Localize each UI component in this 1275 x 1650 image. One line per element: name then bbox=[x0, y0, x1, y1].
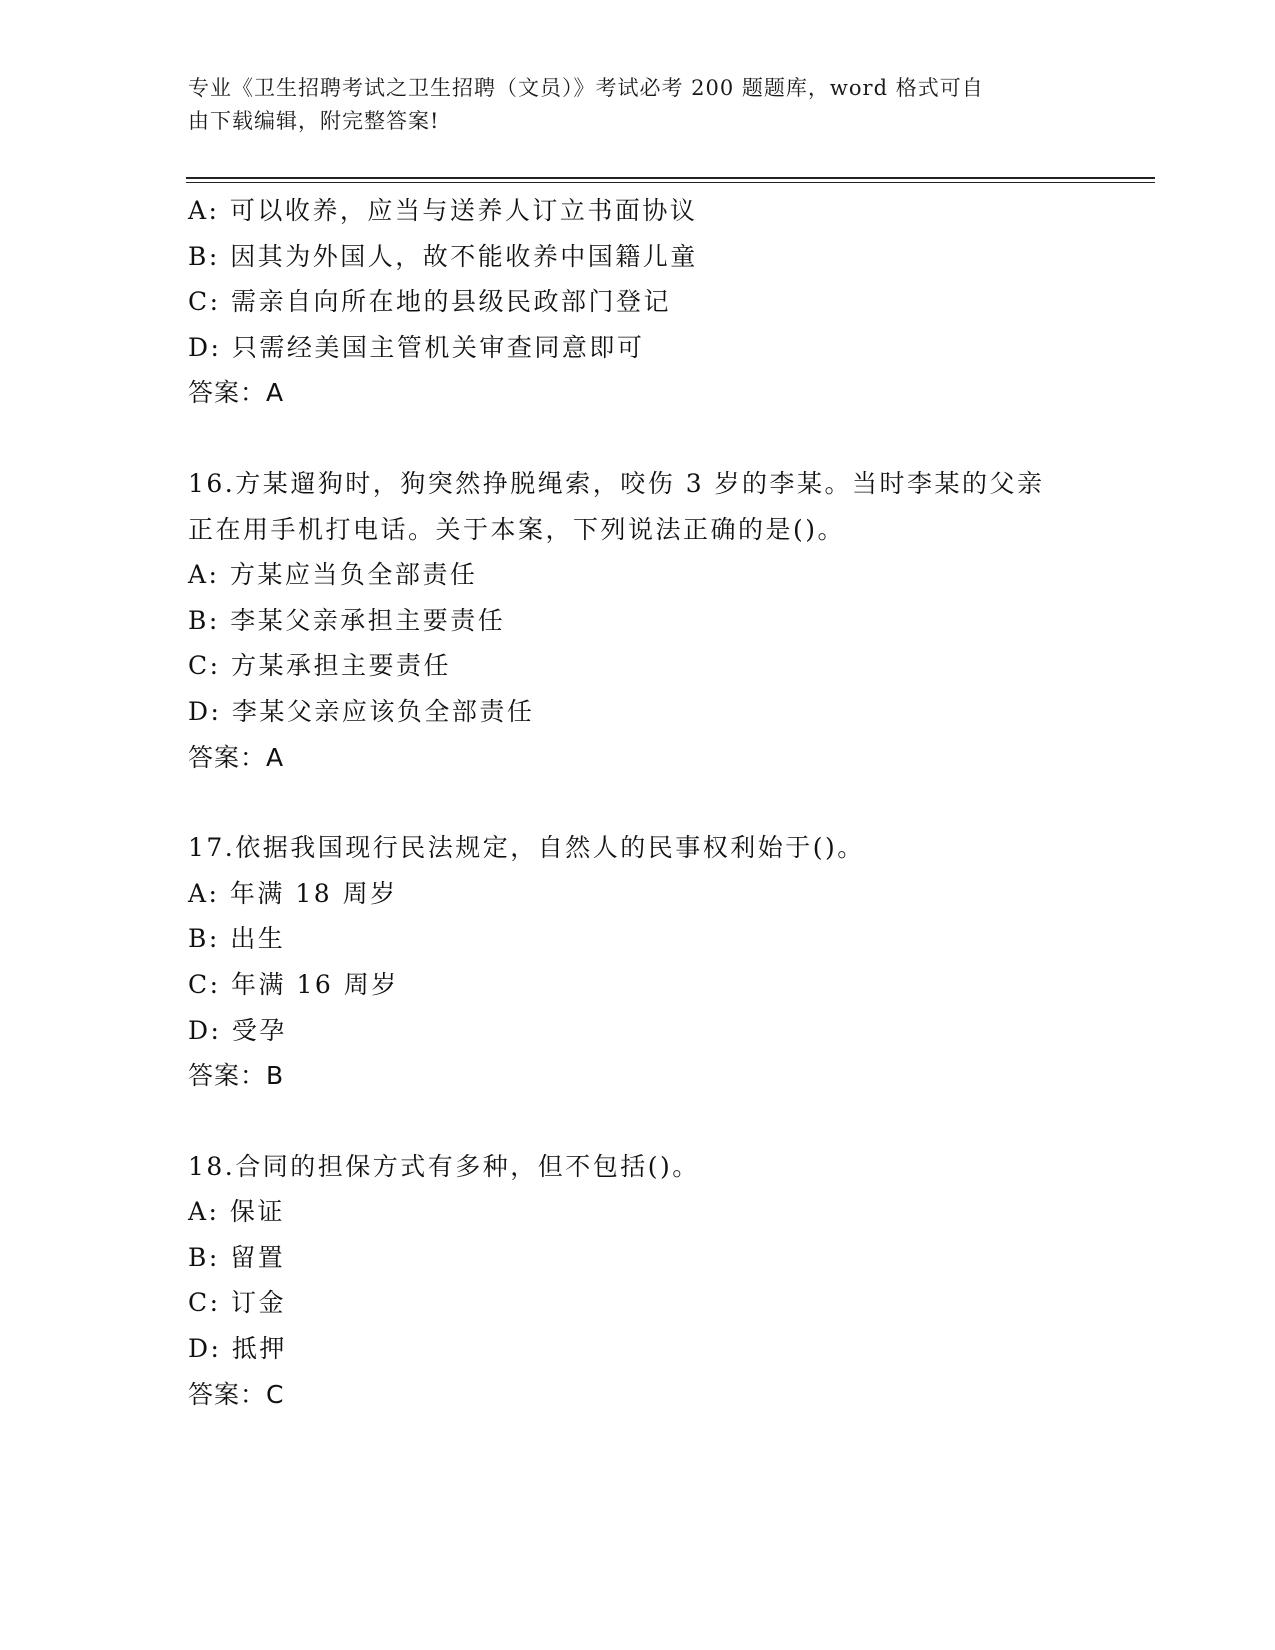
option-a: A: 年满 18 周岁 bbox=[188, 878, 398, 908]
option-b: B: 因其为外国人，故不能收养中国籍儿童 bbox=[188, 241, 698, 271]
question-list bbox=[188, 188, 1148, 1417]
question-gap bbox=[188, 416, 1148, 461]
option-d: D: 李某父亲应该负全部责任 bbox=[188, 696, 535, 726]
answer-line: 答案：A bbox=[188, 742, 285, 772]
question-gap bbox=[188, 1099, 1148, 1144]
option-a: A: 方某应当负全部责任 bbox=[188, 560, 478, 590]
option-b: B: 留置 bbox=[188, 1242, 286, 1272]
question-block-16 bbox=[188, 461, 1148, 780]
option-c: C: 需亲自向所在地的县级民政部门登记 bbox=[188, 287, 671, 317]
document-header bbox=[188, 72, 1088, 138]
question-block-continued bbox=[188, 188, 1148, 416]
option-b: B: 出生 bbox=[188, 924, 286, 954]
question-stem: 16.方某遛狗时，狗突然挣脱绳索，咬伤 3 岁的李某。当时李某的父亲 bbox=[188, 468, 1045, 498]
question-stem: 18.合同的担保方式有多种，但不包括()。 bbox=[188, 1151, 700, 1181]
option-d: D: 受孕 bbox=[188, 1015, 287, 1045]
answer-line: 答案：C bbox=[188, 1379, 285, 1409]
option-c: C: 方某承担主要责任 bbox=[188, 651, 451, 681]
header-line-2: 由下载编辑，附完整答案! bbox=[188, 109, 440, 133]
question-block-17 bbox=[188, 825, 1148, 1099]
answer-line: 答案：B bbox=[188, 1061, 285, 1091]
option-a: A: 可以收养，应当与送养人订立书面协议 bbox=[188, 196, 698, 225]
header-divider-thin bbox=[186, 182, 1155, 183]
option-d: D: 只需经美国主管机关审查同意即可 bbox=[188, 332, 645, 362]
answer-line: 答案：A bbox=[188, 378, 285, 408]
question-block-18 bbox=[188, 1144, 1148, 1418]
option-c: C: 年满 16 周岁 bbox=[188, 969, 399, 999]
question-stem: 17.依据我国现行民法规定，自然人的民事权利始于()。 bbox=[188, 833, 865, 863]
option-c: C: 订金 bbox=[188, 1288, 286, 1318]
option-a: A: 保证 bbox=[188, 1197, 285, 1227]
option-d: D: 抵押 bbox=[188, 1334, 287, 1364]
header-line-1: 专业《卫生招聘考试之卫生招聘（文员）》考试必考 200 题题库，word 格式可自 bbox=[188, 76, 984, 100]
option-b: B: 李某父亲承担主要责任 bbox=[188, 605, 506, 635]
question-gap bbox=[188, 780, 1148, 825]
question-stem-continued: 正在用手机打电话。关于本案，下列说法正确的是()。 bbox=[188, 514, 846, 544]
header-divider-thick bbox=[186, 177, 1155, 179]
